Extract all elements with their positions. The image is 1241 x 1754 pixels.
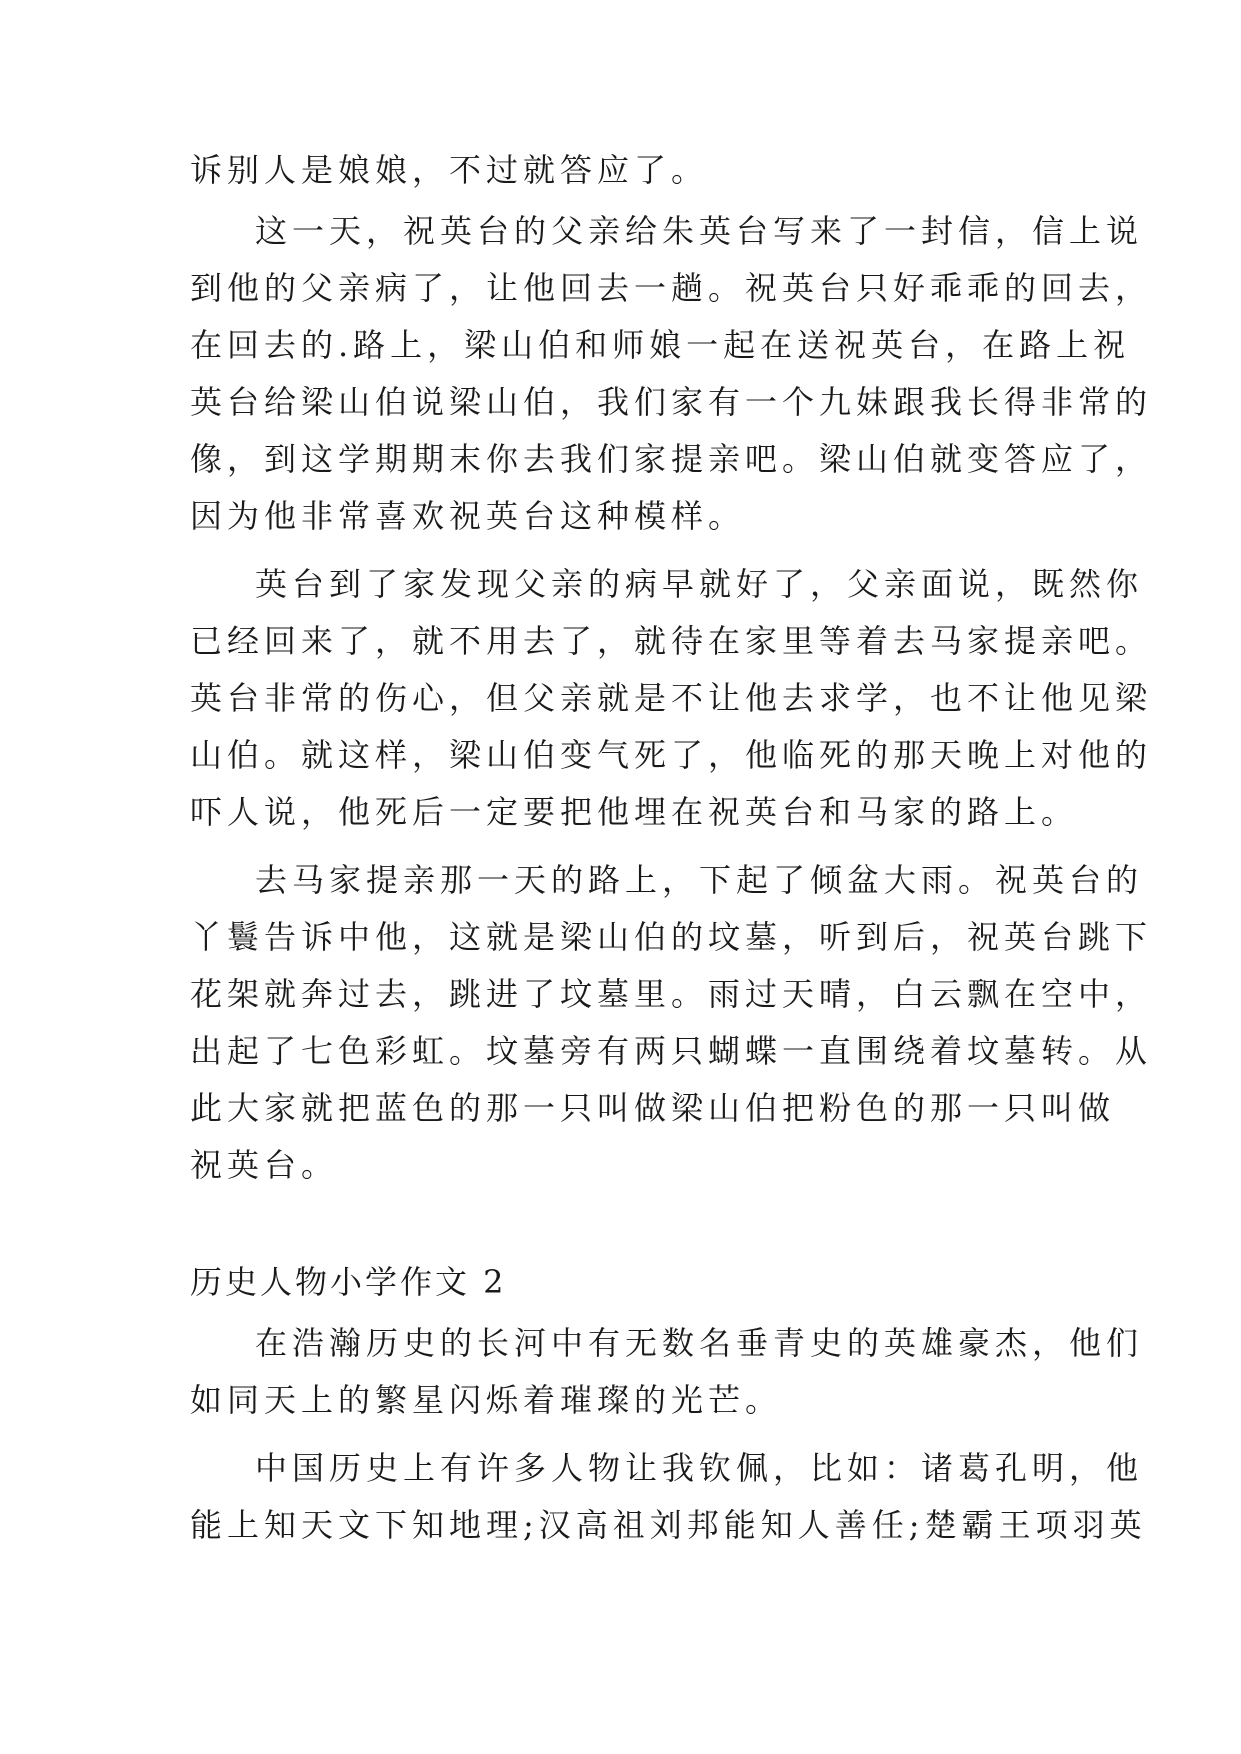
text-line: 到他的父亲病了，让他回去一趟。祝英台只好乖乖的回去， — [190, 269, 1153, 307]
text-line: 英台给梁山伯说梁山伯，我们家有一个九妹跟我长得非常的 — [190, 383, 1153, 421]
text-line: 在回去的.路上，梁山伯和师娘一起在送祝英台，在路上祝 — [190, 326, 1131, 364]
paragraph-first-line: 在浩瀚历史的长河中有无数名垂青史的英雄豪杰，他们 — [255, 1324, 1144, 1362]
paragraph-first-line: 英台到了家发现父亲的病早就好了，父亲面说，既然你 — [255, 565, 1144, 603]
text-line: 因为他非常喜欢祝英台这种模样。 — [190, 497, 746, 535]
section-heading: 历史人物小学作文 2 — [190, 1263, 507, 1301]
text-line: 已经回来了，就不用去了，就待在家里等着去马家提亲吧。 — [190, 622, 1153, 660]
text-line: 诉别人是娘娘，不过就答应了。 — [190, 151, 709, 189]
text-line: 祝英台。 — [190, 1146, 339, 1184]
text-line: 花架就奔过去，跳进了坟墓里。雨过天晴，白云飘在空中， — [190, 975, 1153, 1013]
paragraph-first-line: 中国历史上有许多人物让我钦佩，比如：诸葛孔明，他 — [255, 1449, 1144, 1487]
text-line: 吓人说，他死后一定要把他埋在祝英台和马家的路上。 — [190, 793, 1079, 831]
text-line: 出起了七色彩虹。坟墓旁有两只蝴蝶一直围绕着坟墓转。从 — [190, 1032, 1153, 1070]
text-line: 此大家就把蓝色的那一只叫做梁山伯把粉色的那一只叫做 — [190, 1089, 1116, 1127]
text-line: 能上知天文下知地理;汉高祖刘邦能知人善任;楚霸王项羽英 — [190, 1506, 1147, 1544]
text-line: 英台非常的伤心，但父亲就是不让他去求学，也不让他见梁 — [190, 679, 1153, 717]
text-line: 丫鬟告诉中他，这就是梁山伯的坟墓，听到后，祝英台跳下 — [190, 918, 1153, 956]
paragraph-first-line: 去马家提亲那一天的路上，下起了倾盆大雨。祝英台的 — [255, 861, 1144, 899]
text-line: 如同天上的繁星闪烁着璀璨的光芒。 — [190, 1381, 783, 1419]
text-line: 像，到这学期期末你去我们家提亲吧。梁山伯就变答应了， — [190, 440, 1153, 478]
text-line: 山伯。就这样，梁山伯变气死了，他临死的那天晚上对他的 — [190, 736, 1153, 774]
paragraph-first-line: 这一天，祝英台的父亲给朱英台写来了一封信，信上说 — [255, 212, 1144, 250]
